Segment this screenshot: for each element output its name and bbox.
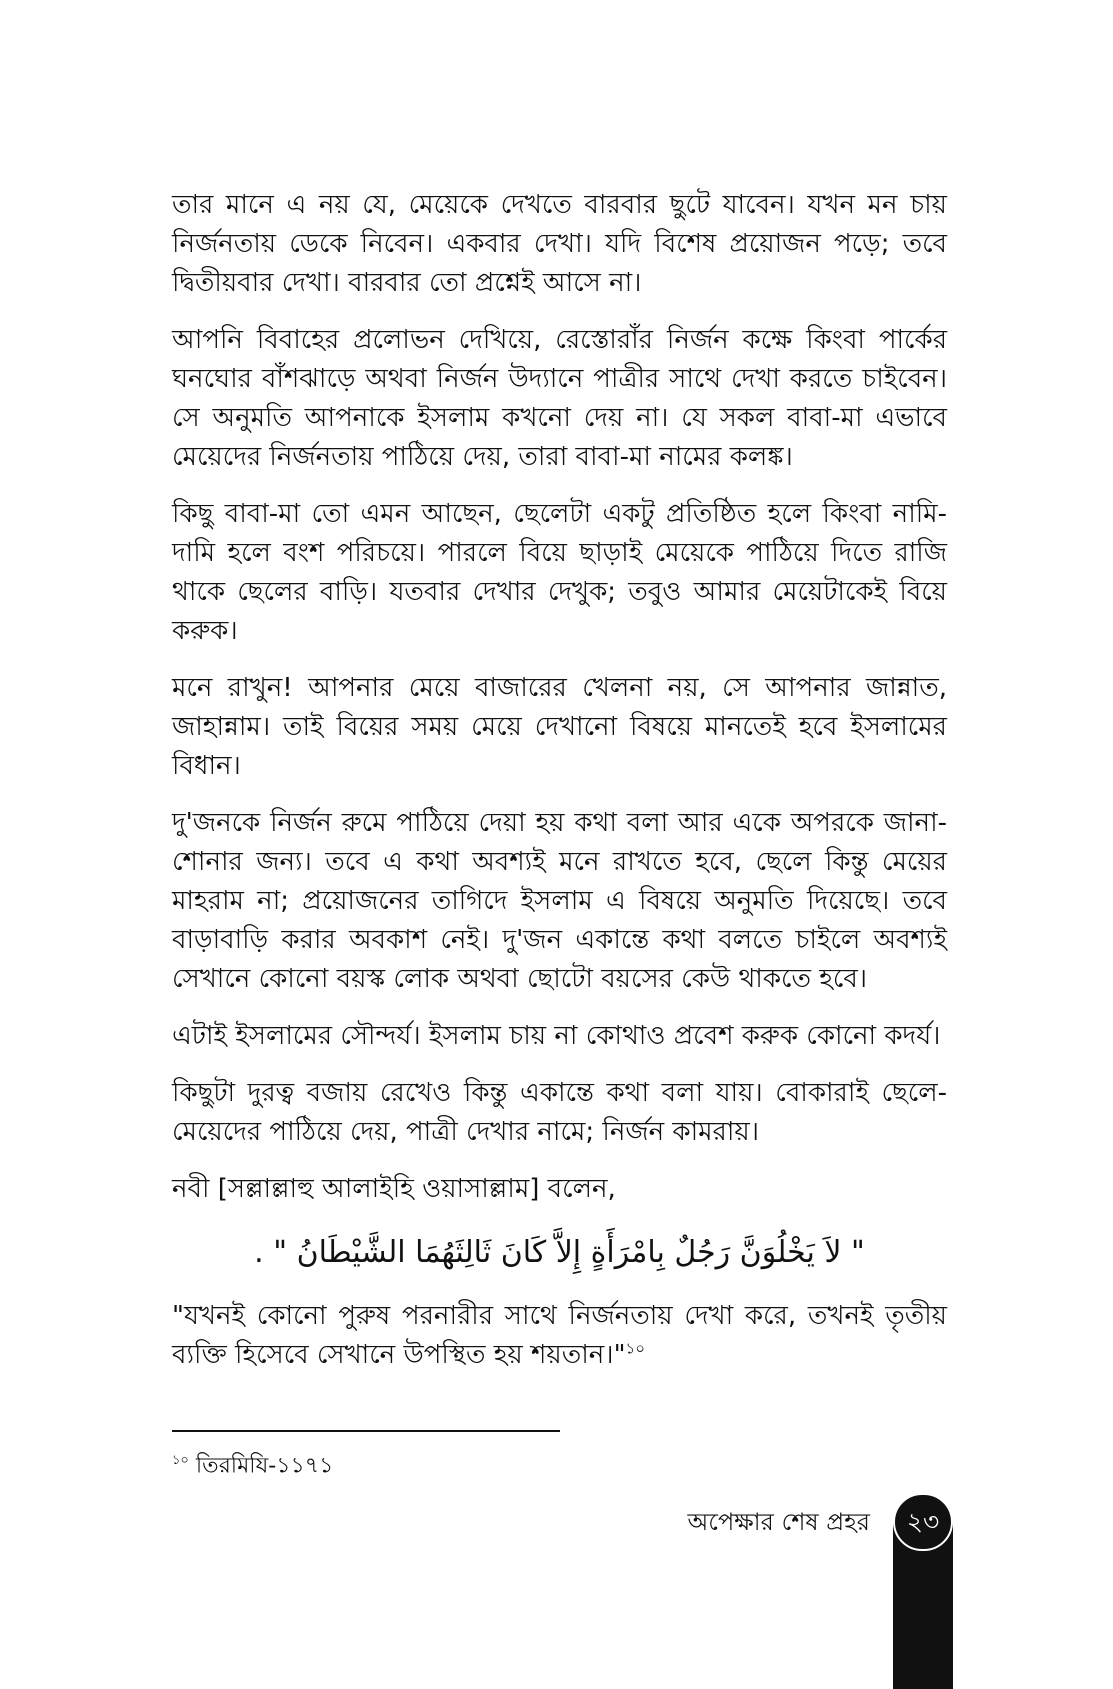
paragraph-1: তার মানে এ নয় যে, মেয়েকে দেখতে বারবার ছুটে যাবেন। যখন মন চায় নির্জনতায় ডেকে নিবেন। একবার দেখা। যদি বিশেষ প্রয়োজন পড়ে; তবে দ্বিতীয়বার দেখা। বারবার তো প্রশ্নেই আসে না।	[172, 190, 947, 298]
running-footer-title: অপেক্ষার শেষ প্রহর	[687, 1508, 870, 1536]
paragraph-5: দু'জনকে নির্জন রুমে পাঠিয়ে দেয়া হয় কথা বলা আর একে অপরকে জানা-শোনার জন্য। তবে এ কথা অবশ্যই মনে রাখতে হবে, ছেলে কিন্তু মেয়ের মাহরাম না; প্রয়োজনের তাগিদে ইসলাম এ বিষয়ে অনুমতি দিয়েছে। তবে বাড়াবাড়ি করার অবকাশ নেই। দু'জন একান্তে কথা বলতে চাইলে অবশ্যই সেখানে কোনো বয়স্ক লোক অথবা ছোটো বয়সের কেউ থাকতে হবে।	[172, 808, 947, 994]
footnote	[172, 1446, 333, 1481]
paragraph-6: এটাই ইসলামের সৌন্দর্য। ইসলাম চায় না কোথাও প্রবেশ করুক কোনো কদর্য।	[172, 1021, 941, 1051]
footnote-reference: ১০	[625, 1339, 646, 1358]
paragraph-4: মনে রাখুন! আপনার মেয়ে বাজারের খেলনা নয়, সে আপনার জান্নাত, জাহান্নাম। তাই বিয়ের সময় মেয়ে দেখানো বিষয়ে মানতেই হবে ইসলামের বিধান।	[172, 673, 947, 781]
paragraph-2: আপনি বিবাহের প্রলোভন দেখিয়ে, রেস্তোরাঁর নির্জন কক্ষে কিংবা পার্কের ঘনঘোর বাঁশঝাড়ে অথবা নির্জন উদ্যানে পাত্রীর সাথে দেখা করতে চাইবেন। সে অনুমতি আপনাকে ইসলাম কখনো দেয় না। যে সকল বাবা-মা এভাবে মেয়েদের নির্জনতায় পাঠিয়ে দেয়, তারা বাবা-মা নামের কলঙ্ক।	[172, 325, 947, 472]
hadith-translation	[172, 1297, 947, 1375]
footnote-text: তিরমিযি-১১৭১	[195, 1453, 334, 1479]
paragraph-3: কিছু বাবা-মা তো এমন আছেন, ছেলেটা একটু প্রতিষ্ঠিত হলে কিংবা নামি-দামি হলে বংশ পরিচয়ে। পারলে বিয়ে ছাড়াই মেয়েকে পাঠিয়ে দিতে রাজি থাকে ছেলের বাড়ি। যতবার দেখার দেখুক; তবুও আমার মেয়েটাকেই বিয়ে করুক।	[172, 499, 947, 646]
translation-text: "যখনই কোনো পুরুষ পরনারীর সাথে নির্জনতায় দেখা করে, তখনই তৃতীয় ব্যক্তি হিসেবে সেখানে উপস্থিত হয় শয়তান।"	[172, 1301, 947, 1370]
arabic-hadith: " لاَ يَخْلُوَنَّ رَجُلٌ بِامْرَأَةٍ إِلاَّ كَانَ ثَالِثَهُمَا الشَّيْطَانُ " .	[254, 1235, 865, 1270]
paragraph-7: কিছুটা দুরত্ব বজায় রেখেও কিন্তু একান্তে কথা বলা যায়। বোকারাই ছেলে-মেয়েদের পাঠিয়ে দেয়, পাত্রী দেখার নামে; নির্জন কামরায়।	[172, 1078, 947, 1147]
paragraph-8: নবী [সল্লাল্লাহু আলাইহি ওয়াসাল্লাম] বলেন,	[172, 1174, 616, 1204]
body-text	[172, 186, 947, 1393]
page-number: ২৩	[893, 1493, 953, 1551]
footnote-divider	[172, 1430, 560, 1432]
footnote-marker: ১০	[172, 1453, 189, 1468]
